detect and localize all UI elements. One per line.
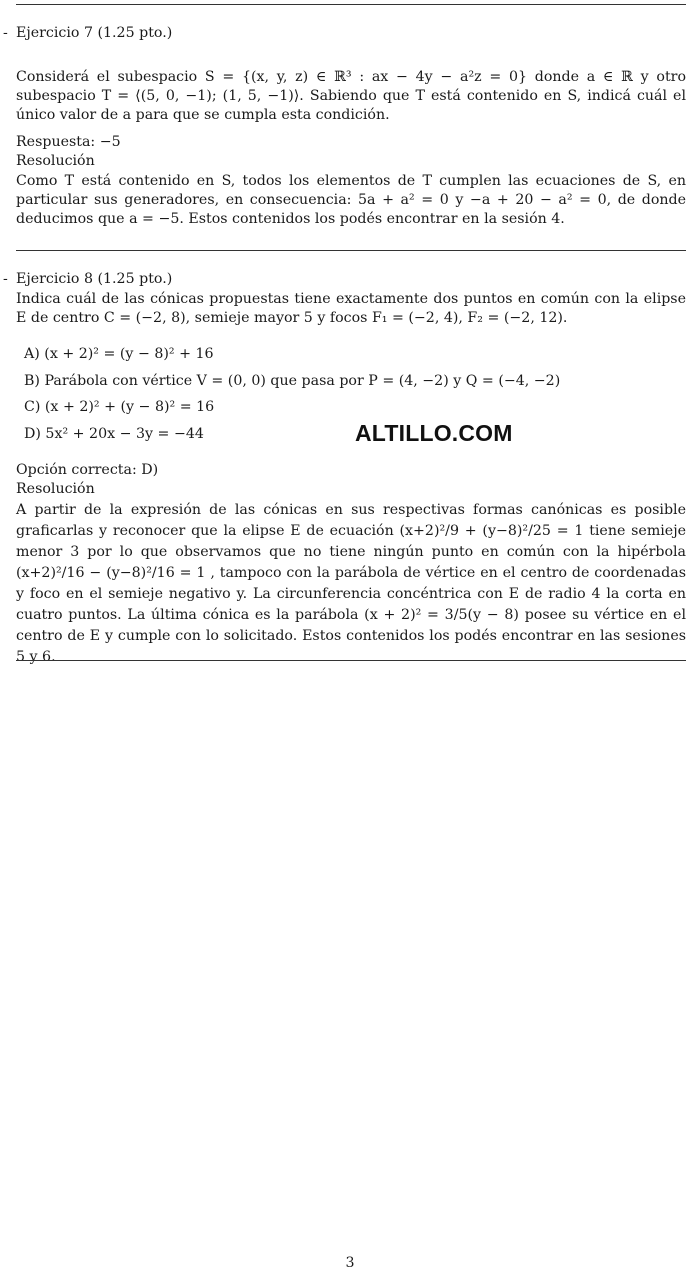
ex8-resolution: A partir de la expresión de las cónicas en sus respectivas formas canónicas es posible graficarlas y reconocer que la elipse E de ecuación (x+2)²/9 + (y−8)²/25 = 1 tiene semieje menor 3 por lo que observamos que no tiene ningún punto en común con la hipérbola (x+2)²/16 − (y−8)²/16 = 1 , tampoco con la parábola de vértice en el centro de coordenadas y foco en el semieje negativo y. La circunferencia concéntrica con E de radio 4 la corta en cuatro puntos. La última cónica es la parábola (x + 2)² = 3/5(y − 8) posee su vértice en el centro de E y cumple con lo solicitado. Estos contenidos los podés encontrar en las sesiones 5 y 6. xyxy=(16,502,686,665)
ex7-bullet: - xyxy=(3,25,8,41)
ex7-title: Ejercicio 7 (1.25 pto.) xyxy=(16,25,173,41)
option-c: C) (x + 2)² + (y − 8)² = 16 xyxy=(24,399,215,415)
option-a: A) (x + 2)² = (y − 8)² + 16 xyxy=(24,346,214,362)
ex7-answer: Respuesta: −5 xyxy=(16,134,121,150)
divider-rule xyxy=(16,250,686,251)
option-d: D) 5x² + 20x − 3y = −44 xyxy=(24,426,204,442)
page-number: 3 xyxy=(345,1255,355,1271)
ex8-title: Ejercicio 8 (1.25 pto.) xyxy=(16,271,173,287)
bottom-rule xyxy=(16,660,686,661)
ex8-statement: Indica cuál de las cónicas propuestas tiene exactamente dos puntos en común con la elipse E de centro C = (−2, 8), semieje mayor 5 y focos F₁ = (−2, 4), F₂ = (−2, 12). xyxy=(16,291,686,326)
watermark-logo: ALTILLO.COM xyxy=(355,420,513,446)
option-b: B) Parábola con vértice V = (0, 0) que pasa por P = (4, −2) y Q = (−4, −2) xyxy=(24,373,561,389)
top-rule xyxy=(16,4,686,5)
ex7-resolution: Como T está contenido en S, todos los elementos de T cumplen las ecuaciones de S, en particular sus generadores, en consecuencia: 5a + a² = 0 y −a + 20 − a² = 0, de donde deducimos que a = −5. Estos contenidos los podés encontrar en la sesión 4. xyxy=(16,173,686,227)
ex8-bullet: - xyxy=(3,271,8,287)
ex7-statement: Considerá el subespacio S = {(x, y, z) ∈ ℝ³ : ax − 4y − a²z = 0} donde a ∈ ℝ y otro subespacio T = ⟨(5, 0, −1); (1, 5, −1)⟩. Sabiendo que T está contenido en S, indicá cuál el único valor de a para que se cumpla esta condición. xyxy=(16,69,686,123)
ex8-correct-option: Opción correcta: D) xyxy=(16,462,159,478)
ex8-resolution-label: Resolución xyxy=(16,481,95,497)
ex7-resolution-label: Resolución xyxy=(16,153,95,169)
